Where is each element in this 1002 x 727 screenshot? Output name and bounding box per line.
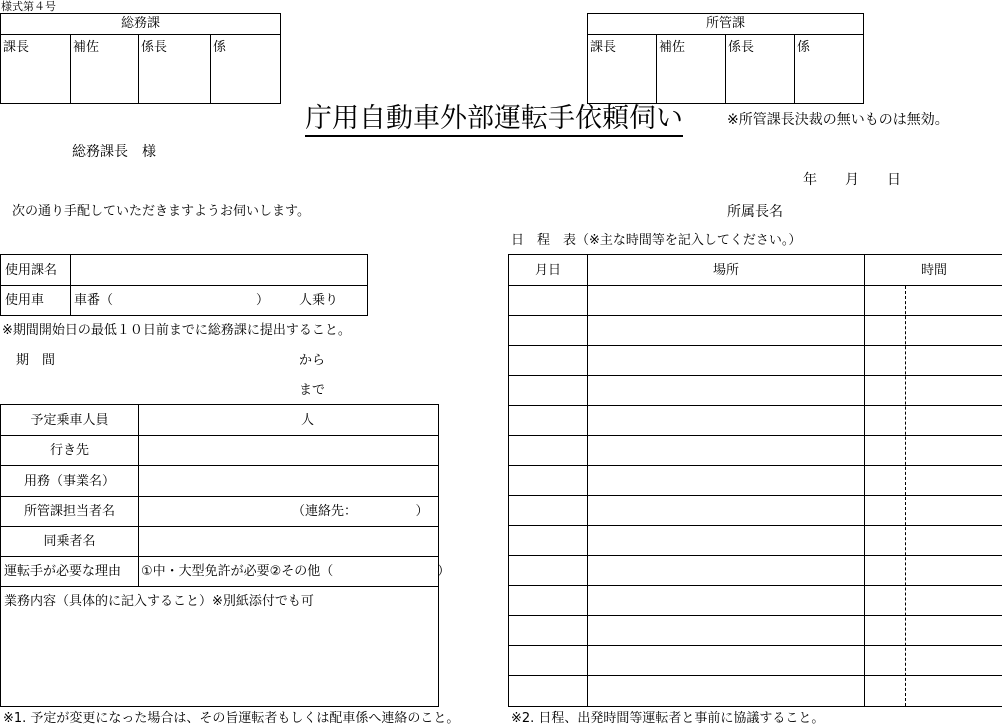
work-content-input[interactable] <box>1 610 438 706</box>
footnote-2: ※2. 日程、出発時間等運転者と事前に協議すること。 <box>511 711 825 726</box>
footnote-1: ※1. 予定が変更になった場合は、その旨運転者もしくは配車係へ連絡のこと。 <box>3 711 460 726</box>
form-number: 様式第４号 <box>1 0 56 13</box>
vehicle-table <box>0 254 368 316</box>
use-dept-input[interactable] <box>71 255 367 285</box>
stamp-cell-assistant[interactable]: 補佐 <box>71 34 139 103</box>
page-title: 庁用自動車外部運転手依頼伺い <box>305 104 683 137</box>
vehicle-label: 使用車 <box>5 293 45 308</box>
stamp-cell-staff[interactable]: 係 <box>213 40 227 55</box>
purpose-input[interactable] <box>139 466 438 496</box>
car-number-field[interactable]: 車番（ ） <box>74 293 270 308</box>
destination-label: 行き先 <box>49 443 89 458</box>
person-in-charge-label: 所管課担当者名 <box>23 504 115 519</box>
capacity-label: 人乗り <box>299 293 339 308</box>
schedule-table <box>508 254 1002 707</box>
title-note: ※所管課長決裁の無いものは無効。 <box>727 112 949 128</box>
schedule-col-place: 場所 <box>712 263 739 278</box>
reason-options[interactable]: ①中・大型免許が必要②その他（ ） <box>141 564 451 579</box>
stamp-cell-chief[interactable]: 課長 <box>1 34 71 103</box>
destination-input[interactable] <box>139 436 438 465</box>
companion-label: 同乗者名 <box>43 534 96 549</box>
stamp-cell-subchief[interactable]: 係長 <box>139 34 211 103</box>
period-to: まで <box>299 383 326 398</box>
stamp-header: 総務課 <box>1 14 280 35</box>
request-text: 次の通り手配していただきますようお伺いします。 <box>12 204 310 219</box>
stamp-cell-subchief[interactable]: 係長 <box>726 34 795 103</box>
companion-input[interactable] <box>139 527 438 556</box>
passengers-label: 予定乗車人員 <box>30 413 109 428</box>
schedule-col-time: 時間 <box>920 263 947 278</box>
period-label: 期 間 <box>16 353 56 368</box>
period-from: から <box>299 353 326 368</box>
detail-table <box>0 404 451 707</box>
approval-stamp-general-affairs <box>0 13 281 104</box>
reason-label: 運転手が必要な理由 <box>4 564 122 579</box>
work-content-label: 業務内容（具体的に記入すること）※別紙添付でも可 <box>4 594 314 609</box>
stamp-cell-assistant[interactable]: 補佐 <box>657 34 726 103</box>
schedule-title: 日 程 表（※主な時間等を記入してください。） <box>511 233 802 248</box>
date-field[interactable]: 年 月 日 <box>803 172 901 188</box>
stamp-header: 所管課 <box>588 14 863 35</box>
approval-stamp-managing-dept <box>587 13 864 104</box>
contact-field[interactable]: （連絡先： ） <box>292 504 429 519</box>
deadline-note: ※期間開始日の最低１０日前までに総務課に提出すること。 <box>2 323 351 338</box>
stamp-cell-chief[interactable]: 課長 <box>588 34 657 103</box>
stamp-cell-staff[interactable]: 係 <box>797 40 811 55</box>
passengers-unit: 人 <box>301 413 315 428</box>
purpose-label: 用務（事業名） <box>23 474 115 489</box>
addressee: 総務課長 様 <box>72 144 156 160</box>
use-dept-label: 使用課名 <box>5 263 58 278</box>
department-head-label: 所属長名 <box>727 204 783 220</box>
schedule-col-date: 月日 <box>534 263 561 278</box>
